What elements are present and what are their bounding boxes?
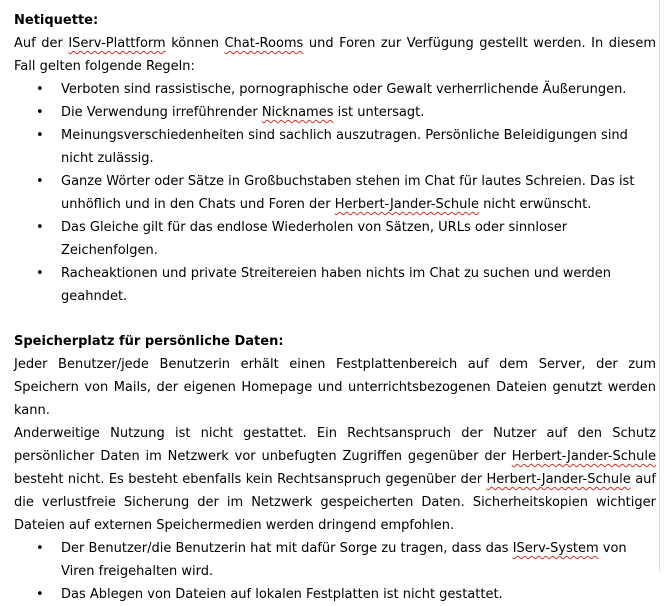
list-item xyxy=(14,170,656,216)
storage-paragraph-2 xyxy=(14,422,656,537)
text-run: Ganze Wörter oder Sätze in Großbuchstaben stehen im Chat für lautes Schreien. Das ist unhöflich und in den Chats und Foren der xyxy=(61,174,635,212)
spellcheck-flagged-word: Chat-Rooms xyxy=(224,36,304,51)
text-run: Anderweitige Nutzung ist nicht gestattet. Ein Rechtsanspruch der Nutzer auf den Schutz persönlicher Daten im Netzwerk vor unbefugten Zugriffen gegenüber der xyxy=(14,426,656,464)
text-run: Auf der xyxy=(14,36,69,51)
text-run: Verboten sind rassistische, pornographische oder Gewalt verherrlichende Äußerungen. xyxy=(61,82,627,97)
storage-paragraph-1 xyxy=(14,353,656,422)
netiquette-heading: Netiquette: xyxy=(14,13,99,28)
storage-section xyxy=(14,330,656,606)
list-item xyxy=(14,78,656,101)
spellcheck-flagged-word: Herbert-Jander-Schule xyxy=(486,472,631,487)
spellcheck-flagged-word: Nicknames xyxy=(261,105,334,120)
list-item xyxy=(14,101,656,124)
list-item xyxy=(14,216,656,262)
spellcheck-flagged-word: Herbert-Jander-Schule xyxy=(334,197,479,212)
page-edge-rule xyxy=(659,0,660,571)
bullet-icon: • xyxy=(36,128,44,143)
bullet-icon: • xyxy=(36,105,44,120)
storage-heading: Speicherplatz für persönliche Daten: xyxy=(14,334,284,349)
bullet-icon: • xyxy=(36,220,44,235)
netiquette-rules-list xyxy=(14,78,656,308)
text-run: und Foren zur Verfügung gestellt werden. In diesem Fall gelten folgende Regeln: xyxy=(14,36,656,74)
text-run: nicht erwünscht. xyxy=(478,197,592,212)
spellcheck-flagged-word: IServ-System xyxy=(512,541,599,556)
bullet-icon: • xyxy=(36,174,44,189)
document-page xyxy=(14,9,656,606)
text-run: auf die verlustfreie Sicherung der im Netzwerk gespeicherten Daten. Sicherheitskopien wichtiger Dateien auf externen Speichermedien werden dringend empfohlen. xyxy=(14,472,656,533)
list-item xyxy=(14,583,656,606)
text-run: Das Ablegen von Dateien auf lokalen Festplatten ist nicht gestattet. xyxy=(61,587,503,602)
text-run: können xyxy=(165,36,225,51)
bullet-icon: • xyxy=(36,82,44,97)
storage-rules-list xyxy=(14,537,656,606)
text-run: Das Gleiche gilt für das endlose Wiederholen von Sätzen, URLs oder sinnloser Zeichenfolgen. xyxy=(61,220,568,258)
text-run: Jeder Benutzer/jede Benutzerin erhält einen Festplattenbereich auf dem Server, der zum Speichern von Mails, der eigenen Homepage und unterrichtsbezogenen Dateien genutzt werden kann. xyxy=(14,357,656,418)
text-run: ist untersagt. xyxy=(333,105,425,120)
text-run: Meinungsverschiedenheiten sind sachlich auszutragen. Persönliche Beleidigungen sind nicht zulässig. xyxy=(61,128,628,166)
text-run: von Viren freigehalten wird. xyxy=(61,541,627,579)
netiquette-intro xyxy=(14,32,656,78)
bullet-icon: • xyxy=(36,266,44,281)
list-item xyxy=(14,262,656,308)
section-spacer xyxy=(14,308,656,330)
text-run: Der Benutzer/die Benutzerin hat mit dafür Sorge zu tragen, dass das xyxy=(61,541,513,556)
list-item xyxy=(14,124,656,170)
text-run: besteht nicht. Es besteht ebenfalls kein Rechtsanspruch gegenüber der xyxy=(14,472,487,487)
bullet-icon: • xyxy=(36,541,44,556)
text-run: Racheaktionen und private Streitereien haben nichts im Chat zu suchen und werden geahndet. xyxy=(61,266,612,304)
bullet-icon: • xyxy=(36,587,44,602)
netiquette-section xyxy=(14,9,656,308)
list-item xyxy=(14,537,656,583)
text-run: Die Verwendung irreführender xyxy=(61,105,262,120)
spellcheck-flagged-word: Herbert-Jander-Schule xyxy=(511,449,656,464)
spellcheck-flagged-word: IServ-Plattform xyxy=(68,36,166,51)
